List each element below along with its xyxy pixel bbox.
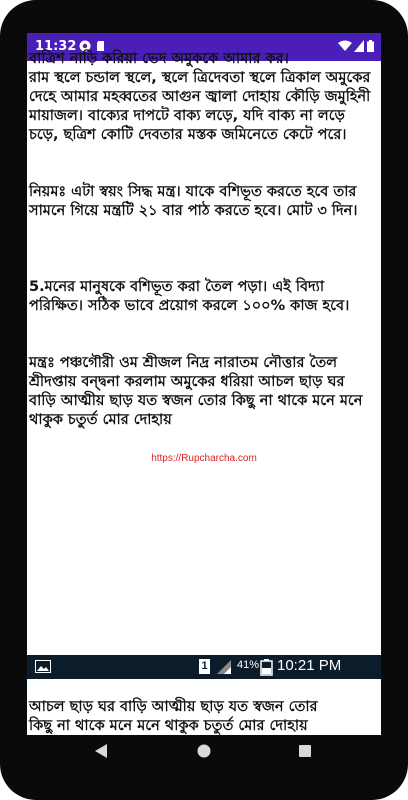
article-content[interactable] bbox=[27, 51, 381, 735]
back-icon[interactable] bbox=[94, 744, 108, 758]
inner-time: 10:21 PM bbox=[277, 657, 342, 674]
para-mantra-2: মন্ত্রঃ পঞ্চগৌরী ওম শ্রীজল নিদ্র নারাতম নৌত্তার তৈল শ্রীদপ্তায় বন্দ্বনা করলাম অমুকের ধরিয়া আচল ছাড় ঘর বাড়ি আত্মীয় ছাড় যত স্বজন তোর কিছু না থাকে মনে মনে থাকুক চতুর্ত মোর দোহায় bbox=[29, 355, 363, 428]
screen bbox=[27, 33, 381, 735]
signal-icon-inner bbox=[217, 660, 231, 674]
para-repeat-line-2: কিছু না থাকে মনে মনে থাকুক চতুর্ত মোর দোহায় bbox=[29, 718, 308, 734]
para-mantra-continued: রাম স্থলে চন্ডাল স্থলে, স্থলে ত্রিদেবতা স্থলে ত্রিকাল অমুকের দেহে আমার মহব্বতের আগুন জ্বালা দোহায় কৌড়ি জমুহিনী মায়াজল। বাক্যের দাপটে বাক্য লড়ে, যদি বাক্য না লড়ে চড়ে, ছত্রিশ কোটি দেবতার মস্তক জমিনেতে কেটে পরে। bbox=[29, 70, 371, 143]
battery-percent: 41% bbox=[237, 659, 260, 671]
para-repeat-line-1: আচল ছাড় ঘর বাড়ি আত্মীয় ছাড় যত স্বজন তোর bbox=[29, 699, 318, 715]
para-mantra-line-cut: বাত্রিশ নাড়ি করিয়া ভেদ অমুককে আমার কর। bbox=[29, 51, 289, 67]
recents-icon[interactable] bbox=[299, 745, 311, 757]
gallery-icon bbox=[35, 660, 51, 673]
embedded-status-bar-image bbox=[27, 655, 381, 679]
para-section-5: 5.মনের মানুষকে বশিভূত করা তৈল পড়া। এই বিদ্যা পরিক্ষিত। সঠিক ভাবে প্রয়োগ করলে ১০০% কাজ হবে। bbox=[29, 279, 350, 314]
battery-icon-inner bbox=[260, 659, 273, 675]
navigation-bar bbox=[0, 735, 408, 800]
para-rules: নিয়মঃ এটা স্বয়ং সিদ্ধ মন্ত্র। যাকে বশিভূত করতে হবে তার সামনে গিয়ে মন্ত্রটি ২১ বার পাঠ করতে হবে। মোট ৩ দিন। bbox=[29, 184, 358, 219]
website-link[interactable]: https://Rupcharcha.com bbox=[151, 453, 257, 464]
sim-badge: 1 bbox=[199, 659, 210, 674]
status-time: 11:32 bbox=[35, 39, 77, 54]
home-icon[interactable] bbox=[197, 744, 211, 758]
